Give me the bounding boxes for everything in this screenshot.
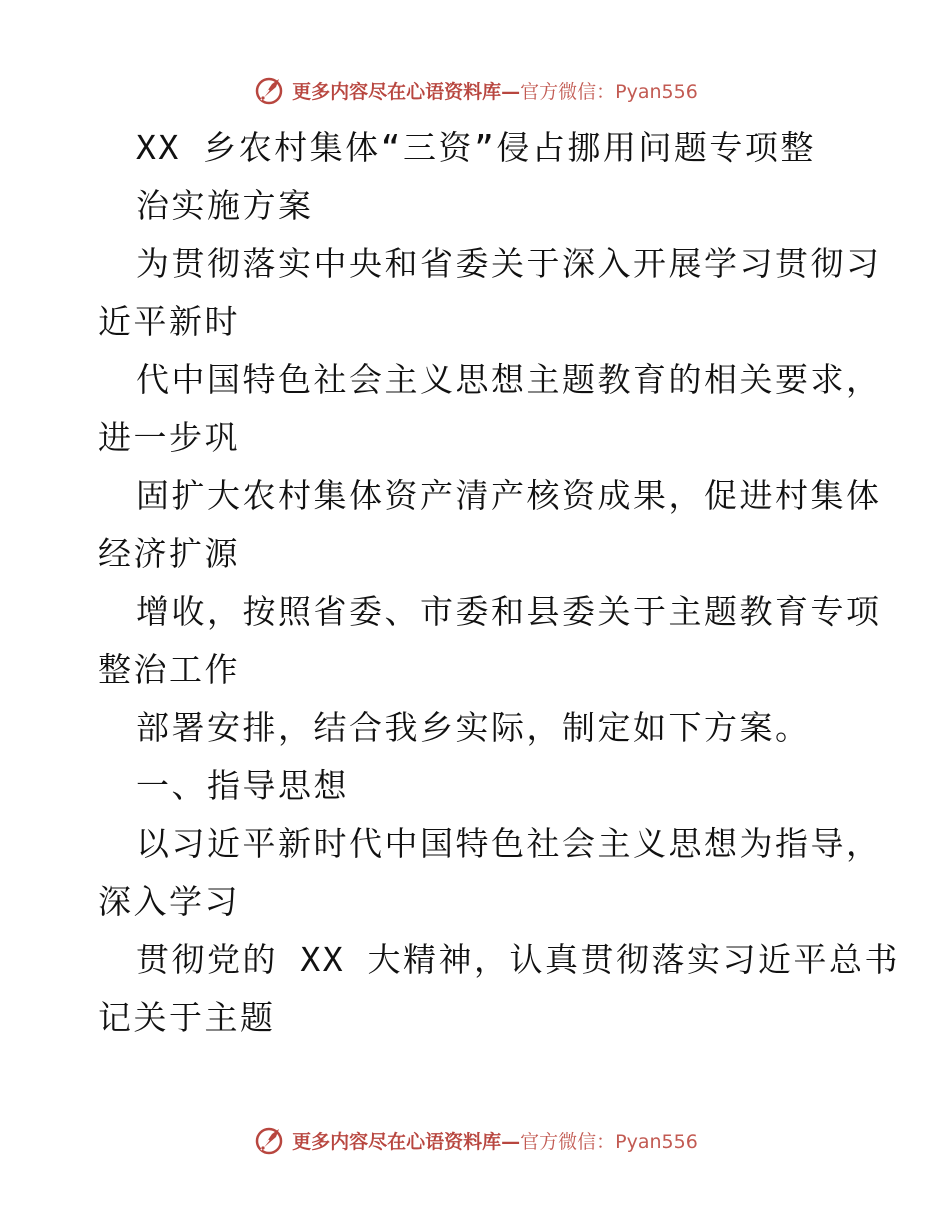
footer-banner-content bbox=[252, 1123, 698, 1157]
banner-site-text: 更多内容尽在心语资料库— bbox=[292, 1130, 521, 1153]
banner-site-text: 更多内容尽在心语资料库— bbox=[292, 80, 521, 103]
doc-paragraph-line: 部署安排，结合我乡实际，制定如下方案。 bbox=[136, 708, 811, 747]
doc-paragraph-line: 为贯彻落实中央和省委关于深入开展学习贯彻习 bbox=[136, 244, 882, 283]
doc-paragraph-line: 代中国特色社会主义思想主题教育的相关要求， bbox=[136, 360, 882, 399]
footer-banner bbox=[0, 1120, 950, 1160]
doc-paragraph-line: 贯彻党的 XX 大精神，认真贯彻落实习近平总书 bbox=[136, 940, 900, 979]
doc-paragraph-line: 近平新时 bbox=[98, 302, 240, 341]
doc-title-line-1: XX 乡农村集体“三资”侵占挪用问题专项整 bbox=[136, 128, 816, 167]
doc-paragraph-line: 固扩大农村集体资产清产核资成果，促进村集体 bbox=[136, 476, 882, 515]
banner-text bbox=[292, 1127, 698, 1154]
banner-wechat-text: 官方微信：Pyan556 bbox=[520, 80, 698, 103]
banner-wechat-text: 官方微信：Pyan556 bbox=[520, 1130, 698, 1153]
doc-paragraph-line: 整治工作 bbox=[98, 650, 240, 689]
doc-paragraph-line: 深入学习 bbox=[98, 882, 240, 921]
doc-paragraph-line: 以习近平新时代中国特色社会主义思想为指导， bbox=[136, 824, 882, 863]
doc-paragraph-line: 进一步巩 bbox=[98, 418, 240, 457]
quill-pen-logo-icon bbox=[252, 1123, 286, 1157]
doc-section-heading: 一、指导思想 bbox=[136, 766, 349, 805]
doc-title-line-2: 治实施方案 bbox=[136, 186, 314, 225]
doc-paragraph-line: 经济扩源 bbox=[98, 534, 240, 573]
doc-paragraph-line: 增收，按照省委、市委和县委关于主题教育专项 bbox=[136, 592, 882, 631]
doc-paragraph-line: 记关于主题 bbox=[98, 998, 276, 1037]
